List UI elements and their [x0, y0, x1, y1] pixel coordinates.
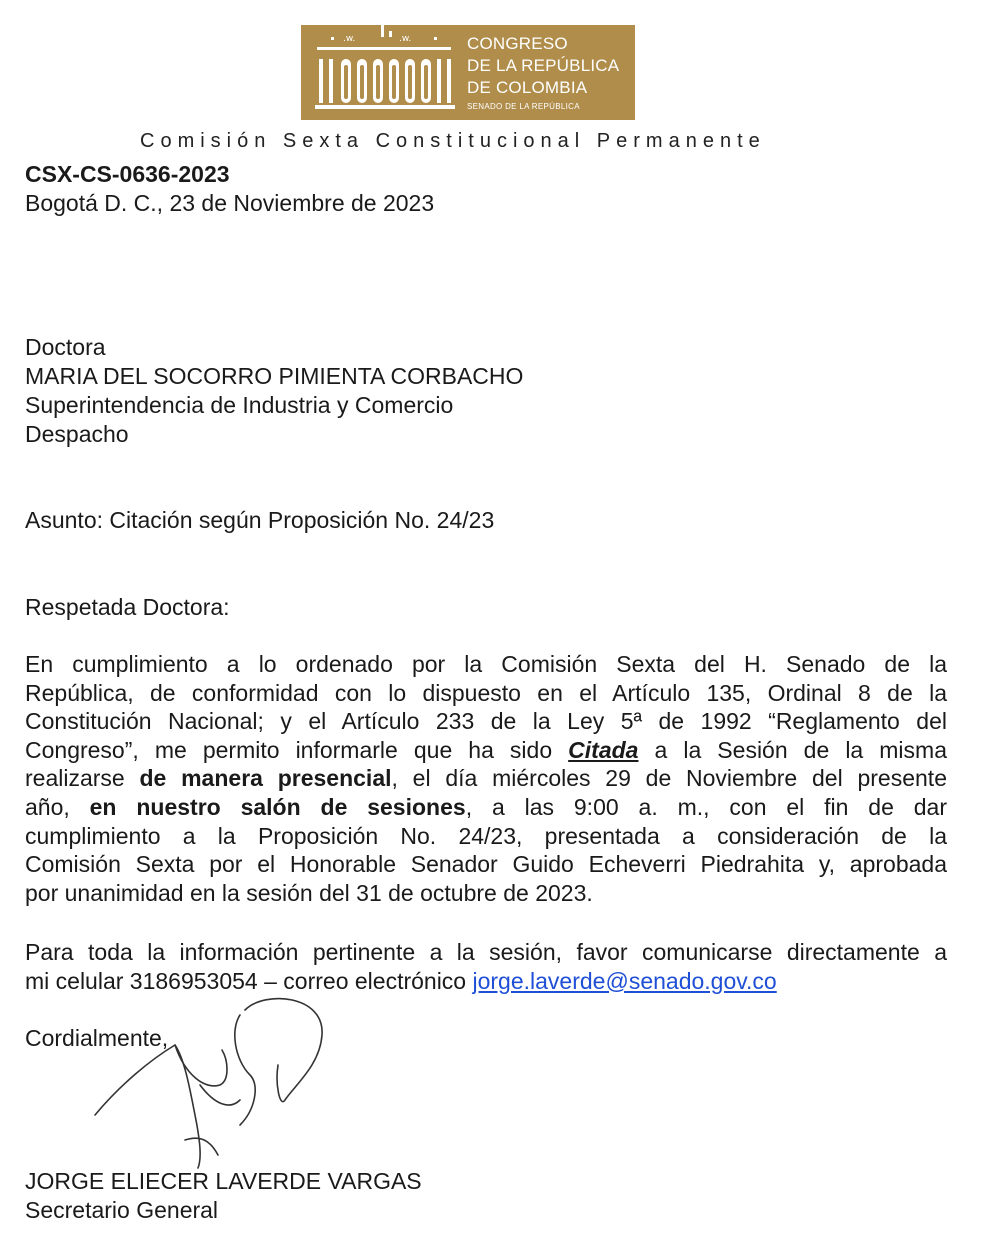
contact-text: mi celular 3186953054 – correo electrónico: [25, 967, 473, 994]
email-link[interactable]: jorge.laverde@senado.gov.co: [472, 967, 777, 994]
salon-emphasis: en nuestro salón de sesiones: [89, 793, 466, 820]
subject-line: Asunto: Citación según Proposición No. 24/23: [25, 507, 495, 533]
congress-logo: [301, 25, 635, 120]
place-date: Bogotá D. C., 23 de Noviembre de 2023: [25, 190, 435, 216]
salutation: Respetada Doctora:: [25, 594, 230, 620]
body-text: , el día miércoles 29 de Noviembre del presente: [391, 765, 947, 792]
body-line: por unanimidad en la sesión del 31 de octubre de 2023.: [25, 879, 593, 906]
logo-line-2: DE LA REPÚBLICA: [467, 56, 620, 75]
body-paragraph: [25, 650, 947, 907]
body-line: Constitución Nacional; y el Artículo 233 de la Ley 5ª de 1992 “Reglamento del: [25, 708, 947, 735]
citada-emphasis: Citada: [568, 736, 639, 763]
presencial-emphasis: de manera presencial: [139, 765, 392, 792]
body-text: Congreso”, me permito informarle que ha sido: [25, 736, 569, 763]
body-text: realizarse: [25, 765, 140, 792]
signer-title: Secretario General: [25, 1197, 219, 1223]
reference-number: CSX-CS-0636-2023: [25, 161, 230, 187]
body-text: , a las 9:00 a. m., con el fin de dar: [465, 793, 947, 820]
capitol-building-icon: [301, 25, 467, 120]
body-line: República, de conformidad con lo dispuesto en el Artículo 135, Ordinal 8 de la: [25, 679, 947, 706]
body-line: cumplimiento a la Proposición No. 24/23, presentada a consideración de la: [25, 822, 947, 849]
recipient-organization: Superintendencia de Industria y Comercio: [25, 392, 454, 418]
body-text: a la Sesión de la misma: [638, 736, 947, 763]
logo-wordmark: [467, 33, 619, 113]
recipient-title: Doctora: [25, 334, 106, 360]
recipient-name: MARIA DEL SOCORRO PIMIENTA CORBACHO: [25, 363, 524, 389]
contact-line: Para toda la información pertinente a la sesión, favor comunicarse directamente a: [25, 939, 947, 965]
body-line: [25, 736, 947, 765]
closing: Cordialmente,: [25, 1025, 169, 1051]
body-line: [25, 793, 947, 822]
logo-line-3: DE COLOMBIA: [467, 78, 588, 97]
logo-subtitle: SENADO DE LA REPÚBLICA: [467, 102, 580, 111]
recipient-office: Despacho: [25, 421, 129, 447]
svg-text:.w.: .w.: [343, 34, 356, 44]
logo-line-1: CONGRESO: [467, 34, 568, 53]
body-line: Comisión Sexta por el Honorable Senador Guido Echeverri Piedrahita y, aprobada: [25, 851, 947, 878]
body-text: año,: [25, 793, 90, 820]
body-line: [25, 764, 947, 793]
signer-name: JORGE ELIECER LAVERDE VARGAS: [25, 1168, 422, 1194]
commission-title: Comisión Sexta Constitucional Permanente: [140, 130, 766, 152]
body-line: En cumplimiento a lo ordenado por la Comisión Sexta del H. Senado de la: [25, 651, 947, 677]
handwritten-signature: [90, 990, 350, 1170]
svg-text:.w.: .w.: [399, 34, 412, 44]
contact-paragraph: [25, 938, 947, 995]
